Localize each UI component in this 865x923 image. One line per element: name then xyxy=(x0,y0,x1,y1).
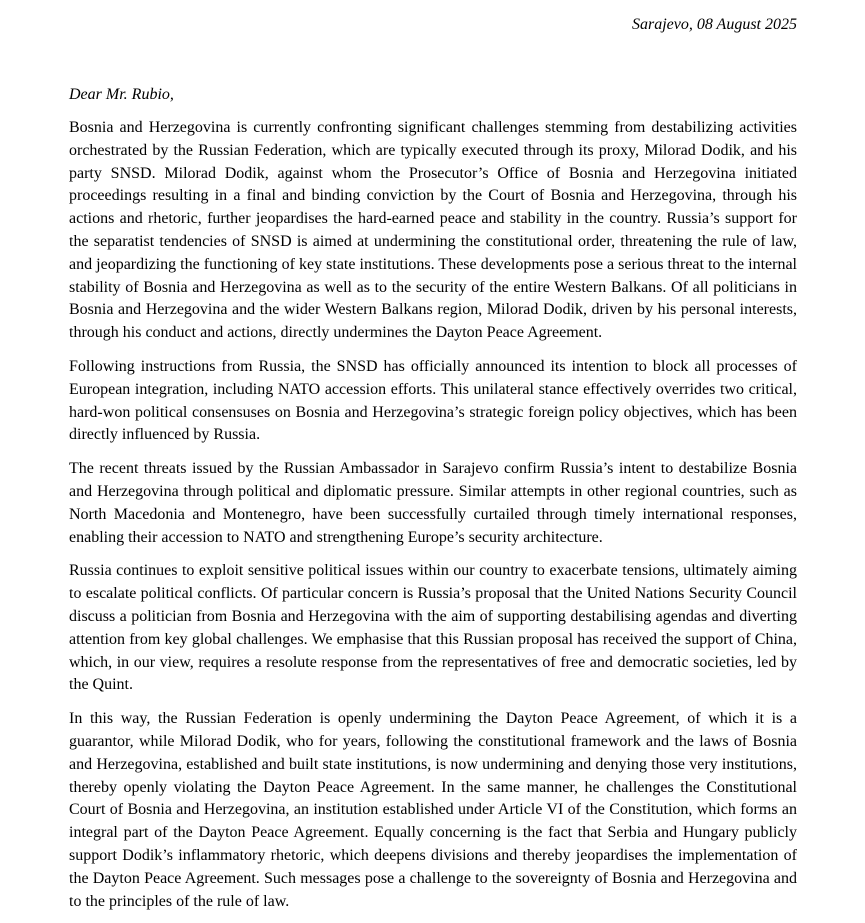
letter-body xyxy=(69,117,797,923)
letter-paragraph: The recent threats issued by the Russian Ambassador in Sarajevo confirm Russia’s intent to destabilize Bosnia and Herzegovina through political and diplomatic pressure. Similar attempts in other regional countries, such as North Macedonia and Montenegro, have been successfully curtailed through timely international responses, enabling their accession to NATO and strengthening Europe’s security architecture. xyxy=(69,460,797,546)
letter-paragraph: Russia continues to exploit sensitive political issues within our country to exacerbate tensions, ultimately aiming to escalate political conflicts. Of particular concern is Russia’s proposal that the United Nations Security Council discuss a politician from Bosnia and Herzegovina with the aim of supporting destabilising agendas and diverting attention from key global challenges. We emphasise that this Russian proposal has received the support of China, which, in our view, requires a resolute response from the representatives of free and democratic societies, led by the Quint. xyxy=(69,562,797,694)
letter-salutation: Dear Mr. Rubio, xyxy=(69,86,174,103)
letter-paragraph: Bosnia and Herzegovina is currently confronting significant challenges stemming from destabilizing activities orchestrated by the Russian Federation, which are typically executed through its proxy, Milorad Dodik, and his party SNSD. Milorad Dodik, against whom the Prosecutor’s Office of Bosnia and Herzegovina initiated proceedings resulting in a final and binding conviction by the Court of Bosnia and Herzegovina, through his actions and rhetoric, further jeopardises the hard-earned peace and stability in the country. Russia’s support for the separatist tendencies of SNSD is aimed at undermining the constitutional order, threatening the rule of law, and jeopardizing the functioning of key state institutions. These developments pose a serious threat to the internal stability of Bosnia and Herzegovina as well as to the security of the entire Western Balkans. Of all politicians in Bosnia and Herzegovina and the wider Western Balkans region, Milorad Dodik, driven by his personal interests, through his conduct and actions, directly undermines the Dayton Peace Agreement. xyxy=(69,119,797,342)
letter-paragraph: In this way, the Russian Federation is openly undermining the Dayton Peace Agreement, of which it is a guarantor, while Milorad Dodik, who for years, following the constitutional framework and the laws of Bosnia and Herzegovina, established and built state institutions, is now undermining and denying those very institutions, thereby openly violating the Dayton Peace Agreement. In the same manner, he challenges the Constitutional Court of Bosnia and Herzegovina, an institution established under Article VI of the Constitution, which forms an integral part of the Dayton Peace Agreement. Equally concerning is the fact that Serbia and Hungary publicly support Dodik’s inflammatory rhetoric, which deepens divisions and thereby jeopardises the implementation of the Dayton Peace Agreement. Such messages pose a challenge to the sovereignty of Bosnia and Herzegovina and to the principles of the rule of law. xyxy=(69,710,797,910)
letter-date: Sarajevo, 08 August 2025 xyxy=(631,16,797,33)
letter-paragraph: Following instructions from Russia, the SNSD has officially announced its intention to block all processes of European integration, including NATO accession efforts. This unilateral stance effectively overrides two critical, hard-won political consensuses on Bosnia and Herzegovina’s strategic foreign policy objectives, which has been directly influenced by Russia. xyxy=(69,357,797,444)
